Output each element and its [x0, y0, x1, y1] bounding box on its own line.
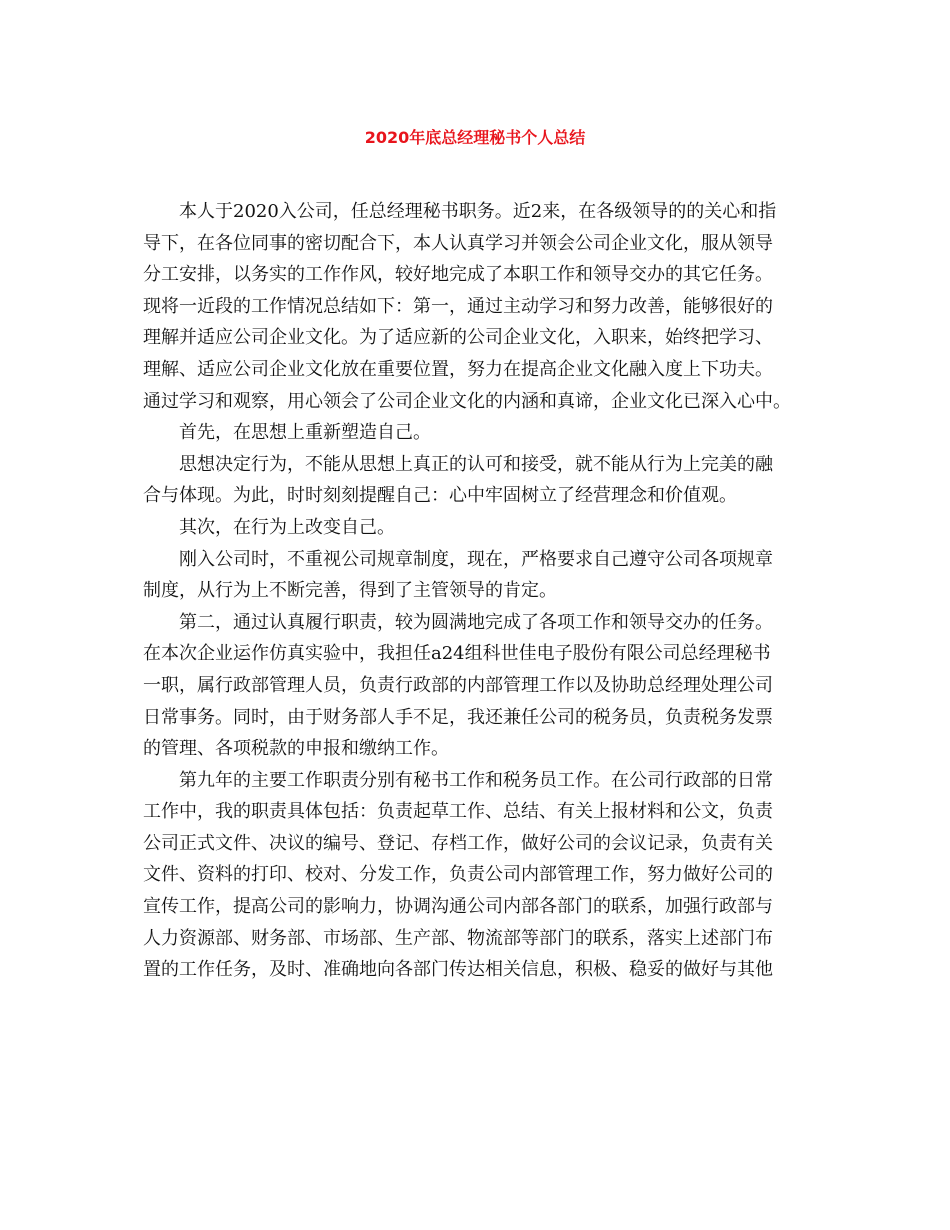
text-line: 导下，在各位同事的密切配合下，本人认真学习并领会公司企业文化，服从领导: [143, 232, 773, 254]
document-body: [143, 196, 813, 986]
text-line: 现将一近段的工作情况总结如下：第一，通过主动学习和努力改善，能够很好的: [143, 295, 773, 317]
text-line: 在本次企业运作仿真实验中，我担任a24组科世佳电子股份有限公司总经理秘书: [143, 643, 771, 665]
text-line: 第二，通过认真履行职责，较为圆满地完成了各项工作和领导交办的任务。: [179, 611, 773, 633]
text-line: 文件、资料的打印、校对、分发工作，负责公司内部管理工作，努力做好公司的: [143, 864, 773, 886]
document-title: 2020年底总经理秘书个人总结: [364, 128, 586, 147]
text-line: 置的工作任务，及时、准确地向各部门传达相关信息，积极、稳妥的做好与其他: [143, 959, 773, 981]
text-line: 工作中，我的职责具体包括：负责起草工作、总结、有关上报材料和公文，负责: [143, 801, 773, 823]
text-line: 刚入公司时，不重视公司规章制度，现在，严格要求自己遵守公司各项规章: [179, 548, 773, 570]
text-line: 合与体现。为此，时时刻刻提醒自己：心中牢固树立了经营理念和价值观。: [143, 485, 737, 507]
text-line: 第九年的主要工作职责分别有秘书工作和税务员工作。在公司行政部的日常: [179, 769, 773, 791]
text-line: 分工安排，以务实的工作作风，较好地完成了本职工作和领导交办的其它任务。: [143, 264, 773, 286]
text-line: 首先，在思想上重新塑造自己。: [179, 422, 431, 444]
text-line: 日常事务。同时，由于财务部人手不足，我还兼任公司的税务员，负责税务发票: [143, 706, 773, 728]
text-line: 理解并适应公司企业文化。为了适应新的公司企业文化，入职来，始终把学习、: [143, 327, 773, 349]
text-line: 的管理、各项税款的申报和缴纳工作。: [143, 738, 449, 760]
text-line: 人力资源部、财务部、市场部、生产部、物流部等部门的联系，落实上述部门布: [143, 927, 773, 949]
text-line: 通过学习和观察，用心领会了公司企业文化的内涵和真谛，企业文化已深入心中。: [143, 390, 791, 412]
text-line: 公司正式文件、决议的编号、登记、存档工作，做好公司的会议记录，负责有关: [143, 832, 773, 854]
text-line: 制度，从行为上不断完善，得到了主管领导的肯定。: [143, 580, 557, 602]
text-line: 其次，在行为上改变自己。: [179, 516, 395, 538]
text-line: 一职，属行政部管理人员，负责行政部的内部管理工作以及协助总经理处理公司: [143, 674, 773, 696]
text-line: 理解、适应公司企业文化放在重要位置，努力在提高企业文化融入度上下功夫。: [143, 358, 773, 380]
text-line: 宣传工作，提高公司的影响力，协调沟通公司内部各部门的联系，加强行政部与: [143, 896, 773, 918]
text-line: 本人于2020入公司，任总经理秘书职务。近2来，在各级领导的的关心和指: [179, 201, 777, 222]
text-line: 思想决定行为，不能从思想上真正的认可和接受，就不能从行为上完美的融: [179, 453, 773, 475]
